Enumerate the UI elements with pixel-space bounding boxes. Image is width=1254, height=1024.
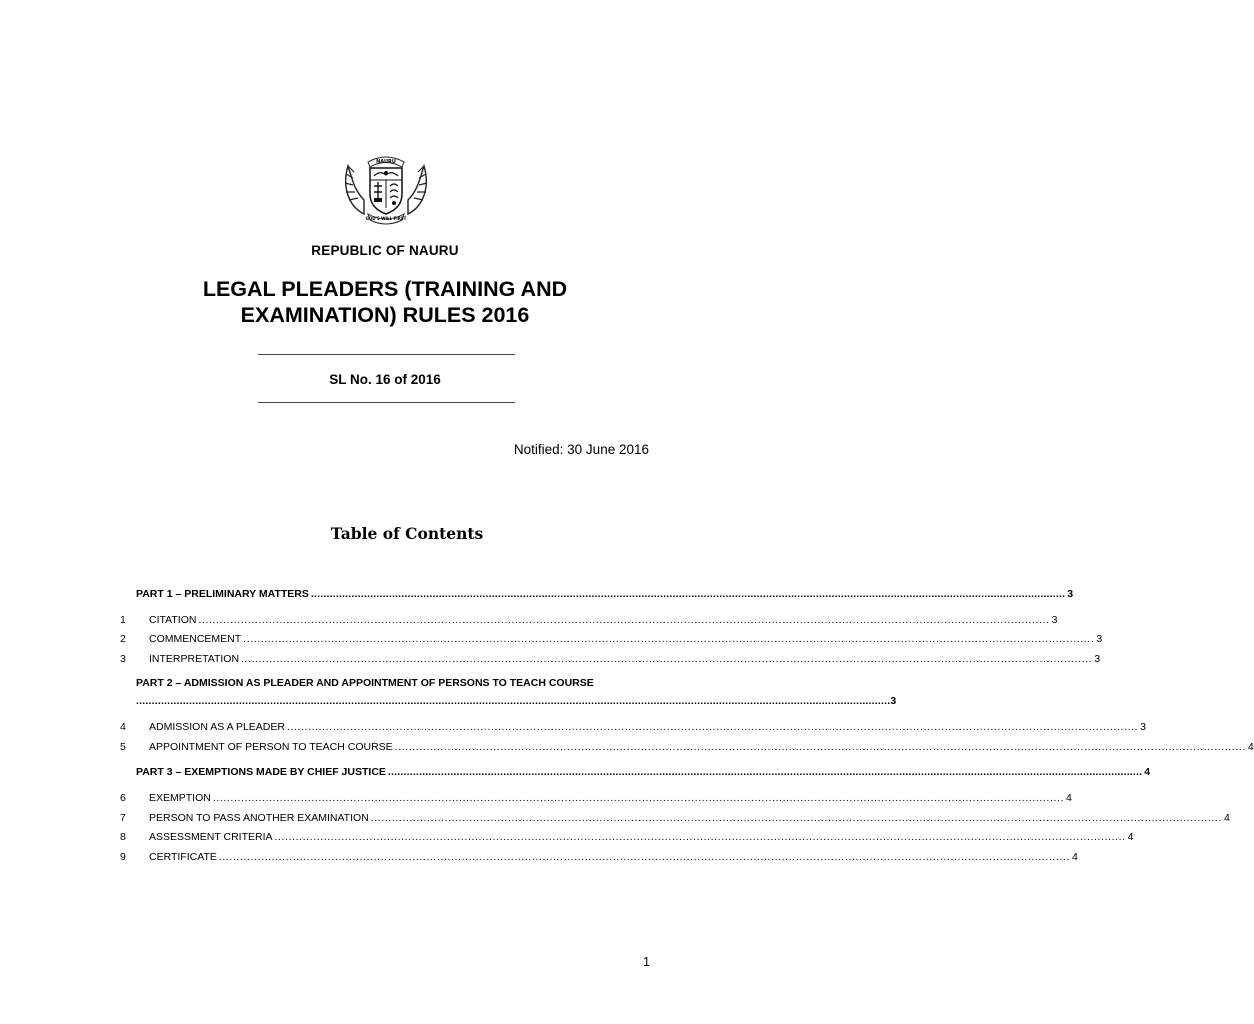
divider-top bbox=[258, 354, 515, 355]
toc-entry-number: 4 bbox=[120, 721, 126, 733]
toc-heading: Table of Contents bbox=[330, 524, 484, 543]
toc-leader bbox=[198, 614, 1049, 626]
toc-entry[interactable] bbox=[120, 653, 1101, 665]
crest-motto: GOD'S WILL FIRST bbox=[365, 216, 407, 221]
toc-leader bbox=[395, 741, 1246, 753]
toc-entry-label: INTERPRETATION bbox=[149, 653, 240, 665]
crest-text: NAURU bbox=[376, 159, 396, 165]
toc-part-3[interactable] bbox=[136, 766, 1151, 778]
toc-leader bbox=[275, 831, 1126, 843]
toc-leader bbox=[388, 766, 1142, 778]
toc-entry-number: 7 bbox=[120, 812, 126, 824]
toc-entry[interactable] bbox=[120, 851, 1078, 863]
toc-page-number: 4 bbox=[1066, 792, 1072, 804]
toc-entry[interactable] bbox=[120, 792, 1072, 804]
toc-page-number: 3 bbox=[1094, 653, 1101, 665]
notified-date: Notified: 30 June 2016 bbox=[513, 442, 649, 457]
toc-leader bbox=[241, 653, 1092, 665]
toc-page-number: 4 bbox=[1247, 741, 1254, 753]
toc-entry-label: APPOINTMENT OF PERSON TO TEACH COURSE bbox=[149, 741, 393, 753]
divider-bottom bbox=[258, 402, 515, 403]
toc-entry-label: CITATION bbox=[149, 614, 197, 626]
toc-part-label: PART 3 – EXEMPTIONS MADE BY CHIEF JUSTICE bbox=[136, 766, 386, 778]
toc-leader bbox=[311, 588, 1065, 600]
toc-entry-number: 6 bbox=[120, 792, 126, 804]
toc-entry-label: PERSON TO PASS ANOTHER EXAMINATION bbox=[149, 812, 369, 824]
toc-entry-label: COMMENCEMENT bbox=[149, 633, 242, 645]
toc-page-number: 3 bbox=[890, 695, 897, 707]
toc-entry-label: CERTIFICATE bbox=[149, 851, 217, 863]
toc-entry-label: ADMISSION AS A PLEADER bbox=[149, 721, 285, 733]
toc-entry[interactable] bbox=[120, 633, 1103, 645]
toc-entry-label: ASSESSMENT CRITERIA bbox=[149, 831, 273, 843]
sl-number: SL No. 16 of 2016 bbox=[329, 372, 441, 387]
toc-leader bbox=[213, 792, 1064, 804]
toc-page-number: 4 bbox=[1223, 812, 1230, 824]
toc-page-number: 3 bbox=[1140, 721, 1146, 733]
toc-leader bbox=[243, 633, 1094, 645]
toc-page-number: 3 bbox=[1067, 588, 1074, 600]
document-title bbox=[0, 276, 770, 328]
page-number: 1 bbox=[643, 955, 650, 969]
toc-entry[interactable] bbox=[120, 812, 1230, 824]
toc-page-number: 4 bbox=[1072, 851, 1078, 863]
toc-entry[interactable] bbox=[120, 741, 1254, 753]
toc-entry-number: 3 bbox=[120, 653, 126, 665]
toc-entry-number: 5 bbox=[120, 741, 126, 753]
toc-page-number: 4 bbox=[1127, 831, 1134, 843]
toc-part-label: PART 1 – PRELIMINARY MATTERS bbox=[136, 588, 309, 600]
toc-part-2-continuation[interactable] bbox=[136, 695, 897, 707]
toc-entry[interactable] bbox=[120, 721, 1146, 733]
toc-leader bbox=[219, 851, 1070, 863]
toc-page-number: 3 bbox=[1096, 633, 1103, 645]
document-title-line-1: LEGAL PLEADERS (TRAINING AND bbox=[202, 277, 568, 301]
toc-part-2[interactable] bbox=[136, 677, 650, 689]
toc-entry-number: 9 bbox=[120, 851, 126, 863]
toc-leader bbox=[136, 695, 890, 707]
toc-page-number: 4 bbox=[1144, 766, 1151, 778]
toc-entry-label: EXEMPTION bbox=[149, 792, 211, 804]
toc-part-label: PART 2 – ADMISSION AS PLEADER AND APPOINTMENT OF PERSONS TO TEACH COURSE bbox=[136, 677, 594, 689]
toc-leader bbox=[287, 721, 1138, 733]
toc-entry[interactable] bbox=[120, 831, 1134, 843]
toc-entry-number: 2 bbox=[120, 633, 126, 645]
nauru-coat-of-arms-icon bbox=[334, 150, 438, 224]
toc-entry-number: 8 bbox=[120, 831, 126, 843]
toc-leader bbox=[371, 812, 1222, 824]
document-title-line-2: EXAMINATION) RULES 2016 bbox=[240, 303, 530, 327]
toc-page-number: 3 bbox=[1051, 614, 1058, 626]
toc-entry[interactable] bbox=[120, 614, 1058, 626]
toc-part-1[interactable] bbox=[136, 588, 1074, 600]
republic-heading: REPUBLIC OF NAURU bbox=[311, 243, 459, 258]
toc-entry-number: 1 bbox=[120, 614, 126, 626]
